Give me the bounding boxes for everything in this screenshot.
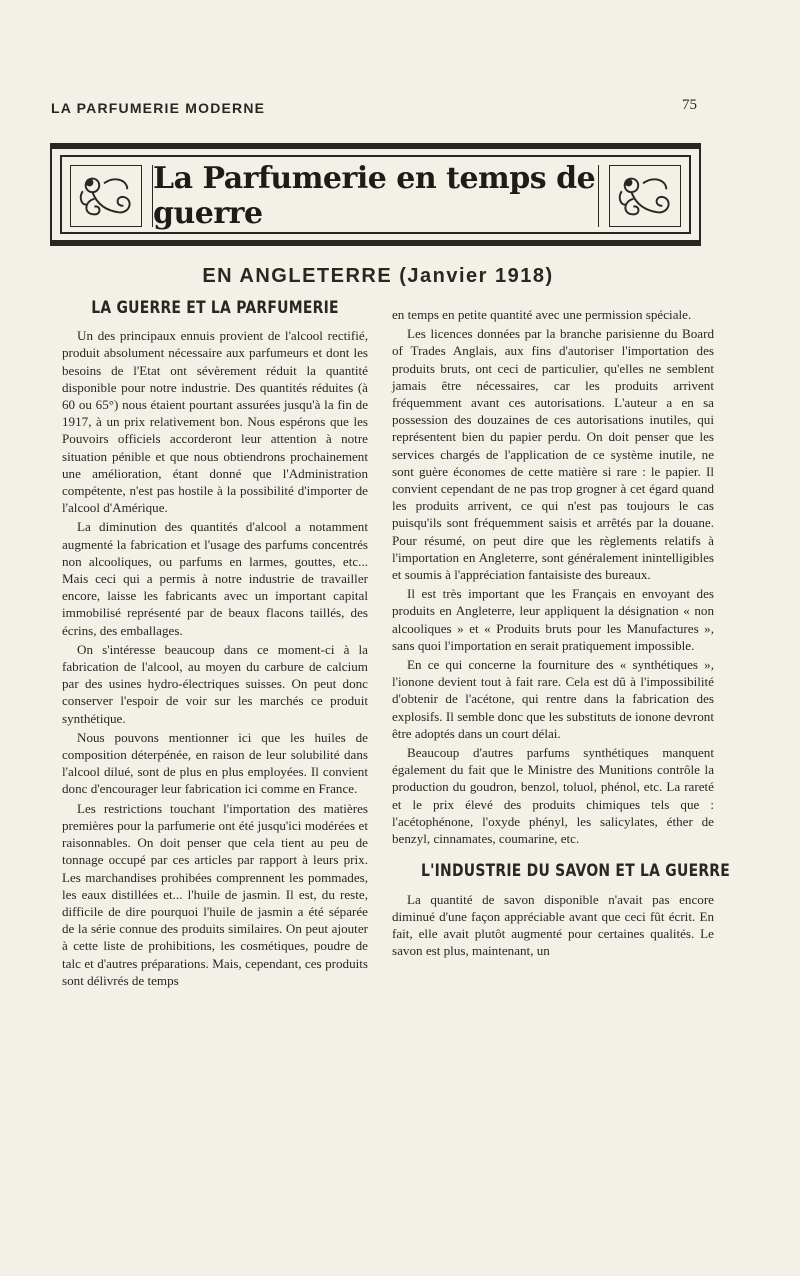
section-heading: LA GUERRE ET LA PARFUMERIE (91, 298, 339, 318)
column-right (392, 306, 731, 961)
page-number: 75 (682, 97, 697, 113)
article-title: EN ANGLETERRE (Janvier 1918) (202, 265, 554, 287)
paragraph: La quantité de savon disponible n'avait pas encore diminué d'une façon appréciable avant que ceci fût écrit. En fait, elle avait plutôt augmenté pour certaines qualités. Le savon est plus, maintenant, un (392, 891, 714, 959)
paragraph: Les restrictions touchant l'importation des matières premières pour la parfumerie ont été jusqu'ici modérées et raisonnables. On doit penser que cela tient au peu de tonnage occupé par ces articles par rapport à leurs prix. Les marchandises prohibées comprennent les pommades, les eaux distillées et... l'huile de jasmin. Il est, du reste, difficile de dire pourquoi l'huile de jasmin a été séparée de la série connue des produits similaires. On peut ajouter à cette liste de prohibitions, les cosmétiques, poudre de talc et d'autres préparations. Mais, cependant, ces produits sont délivrés de temps (62, 800, 368, 988)
column-left (62, 300, 368, 991)
paragraph: Les licences données par la branche parisienne du Board of Trades Anglais, aux fins d'autoriser l'importation des produits bruts, ont ceci de particulier, qu'elles ne semblent jamais être nécessaires, car les produits arrivent fréquemment avant ces autorisations. L'auteur a en sa possession des douzaines de ces autorisations inutiles, qui représentent bien du papier perdu. On doit penser que les services chargés de l'application de ce système inutile, ne sont guère économes de cette matière si rare : le papier. Il convient cependant de ne pas trop grogner à cet égard quand les produits arrivent, ce qui n'est pas toujours le cas puisqu'ils sont fréquemment saisis et arrêtés par la douane. Pour résumé, on peut dire que les règlements relatifs à l'importation en Angleterre, sont généralement inintelligibles et soumis à l'appréciation fantaisiste des bureaux. (392, 326, 714, 583)
paragraph: On s'intéresse beaucoup dans ce moment-ci à la fabrication de l'alcool, au moyen du carbure de calcium par des usines hydro-électriques suisses. On peut donc conserver l'espoir de voir sur les marchés ce produit synthétique. (62, 641, 368, 726)
title-banner (50, 143, 701, 246)
paragraph-continuation: en temps en petite quantité avec une permission spéciale. (392, 307, 692, 322)
section-heading: L'INDUSTRIE DU SAVON ET LA GUERRE (420, 861, 731, 882)
journal-header: LA PARFUMERIE MODERNE (51, 100, 266, 116)
paragraph: En ce qui concerne la fourniture des « synthétiques », l'ionone devient tout à fait rare. Cela est dû à l'impossibilité d'obtenir de l'acétone, qui rentre dans la fabrication des explosifs. Il semble donc que les substituts de ionone devront être adoptés dans un court délai. (392, 657, 714, 741)
banner-title: La Parfumerie en temps de guerre (152, 165, 599, 227)
paragraph: Un des principaux ennuis provient de l'alcool rectifié, produit absolument nécessaire aux parfumeurs et dont les besoins de l'Etat ont sévèrement réduit la quantité disponible pour notre industrie. Des quantités réduites (à 60 ou 65°) nous étaient pourtant assurées jusqu'à la fin de 1917, à un prix relativement bon. Nous espérons que les Pouvoirs officiels accorderont leur attention à notre situation pénible et que nous obtiendrons prochainement une amélioration, étant donné que l'Administration compétente, n'est pas hostile à la possibilité d'importer de l'alcool d'Amérique. (62, 328, 368, 516)
paragraph: La diminution des quantités d'alcool a notamment augmenté la fabrication et l'usage des parfums concentrés non alcooliques, ou parfums en larmes, gouttes, etc... Mais ceci qui a permis à notre industrie de travailler encore, laisse les fabricants avec un important capital immobilisé représenté par de beaux flacons taillés, des écrins, des emballages. (62, 519, 368, 638)
banner-frame (60, 155, 691, 234)
paragraph: Beaucoup d'autres parfums synthétiques manquent également du fait que le Ministre des Munitions contrôle la production du goudron, benzol, toluol, phénol, etc. La rareté et le prix élevé des produits chimiques tels que : l'acétophénone, l'oxyde phényl, les salicylates, éther de benzyl, cinnamates, coumarine, etc. (392, 745, 714, 847)
paragraph: Il est très important que les Français en envoyant des produits en Angleterre, leur appliquent la désignation « non alcooliques » et « Produits bruts pour les Manufactures », sans quoi l'importation en serait pratiquement impossible. (392, 586, 714, 653)
paragraph: Nous pouvons mentionner ici que les huiles de composition déterpénée, en raison de leur solubilité dans l'alcool dilué, sont de plus en plus employées. Il convient donc d'encourager leur fabrication ici comme en France. (62, 729, 368, 797)
floral-ornament-icon (70, 165, 142, 227)
floral-ornament-icon (609, 165, 681, 227)
